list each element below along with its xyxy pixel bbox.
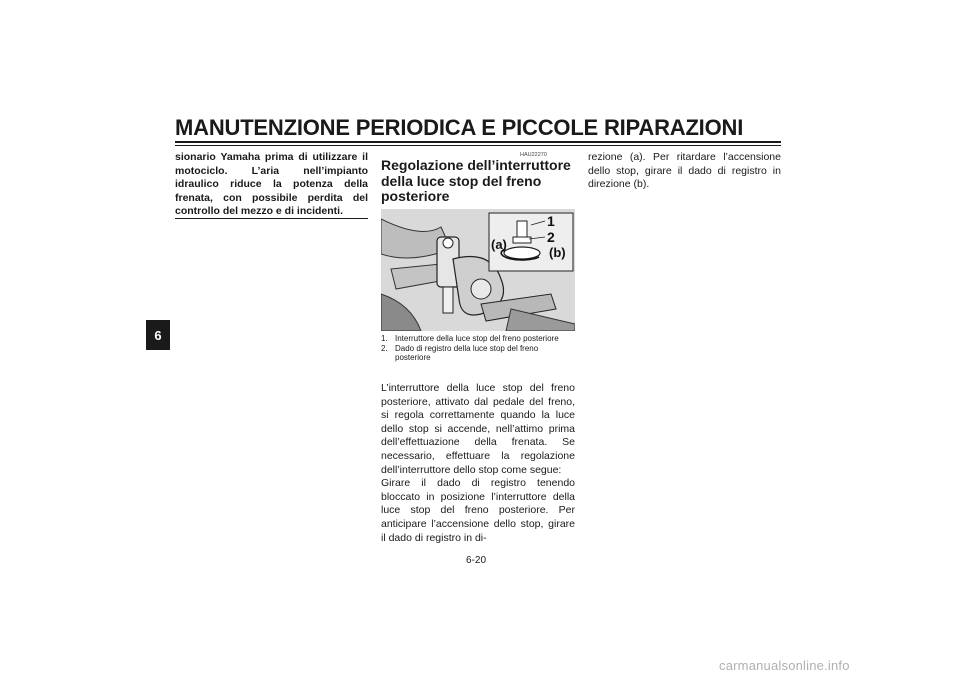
caption-item (381, 344, 575, 363)
body-text-column-2 (381, 382, 575, 545)
caption-item (381, 334, 575, 344)
warning-text: sionario Yamaha prima di utilizzare il motociclo. L’aria nell’impianto idraulico riduce la potenza della frenata, con possibile perdita del controllo del mezzo e di incidenti. (175, 151, 368, 218)
page-number: 6-20 (466, 555, 487, 566)
paragraph: L’interruttore della luce stop del freno posteriore, attivato dal pedale del freno, si regola correttamente quando la luce dello stop si accende, nell’attimo prima dell’effettuazione della frenata. Se necessario, effettuare la regolazione dell’interruttore dello stop come segue: (381, 382, 575, 476)
figure-captions (381, 334, 575, 363)
chapter-tab: 6 (146, 320, 170, 350)
caption-number: 1. (381, 334, 388, 343)
brake-switch-illustration (381, 209, 575, 331)
paragraph: Girare il dado di registro tenendo bloccato in posizione l’interruttore della luce stop del freno posteriore. Per anticipare l’accensione dello stop, girare il dado di registro in di- (381, 477, 575, 544)
figure-label-b: (b) (549, 245, 566, 260)
figure-label-2: 2 (547, 229, 555, 245)
watermark: carmanualsonline.info (719, 658, 850, 673)
warning-rule (175, 218, 368, 219)
brake-switch-figure (381, 209, 575, 331)
figure-label-a: (a) (491, 237, 507, 252)
caption-text: Interruttore della luce stop del freno posteriore (395, 334, 559, 343)
body-text-column-3: rezione (a). Per ritardare l’accensione dello stop, girare il dado di registro in direzione (b). (588, 151, 781, 191)
section-title: Regolazione dell’interruttore della luce stop del freno posteriore (381, 157, 571, 204)
figure-label-1: 1 (547, 213, 555, 229)
header-rule-thin (175, 145, 781, 146)
page-header-title: MANUTENZIONE PERIODICA E PICCOLE RIPARAZIONI (175, 115, 744, 140)
header-rule (175, 141, 781, 143)
section-code: HAU22270 (520, 152, 547, 158)
caption-number: 2. (381, 343, 388, 353)
caption-text: Dado di registro della luce stop del freno posteriore (395, 343, 539, 362)
